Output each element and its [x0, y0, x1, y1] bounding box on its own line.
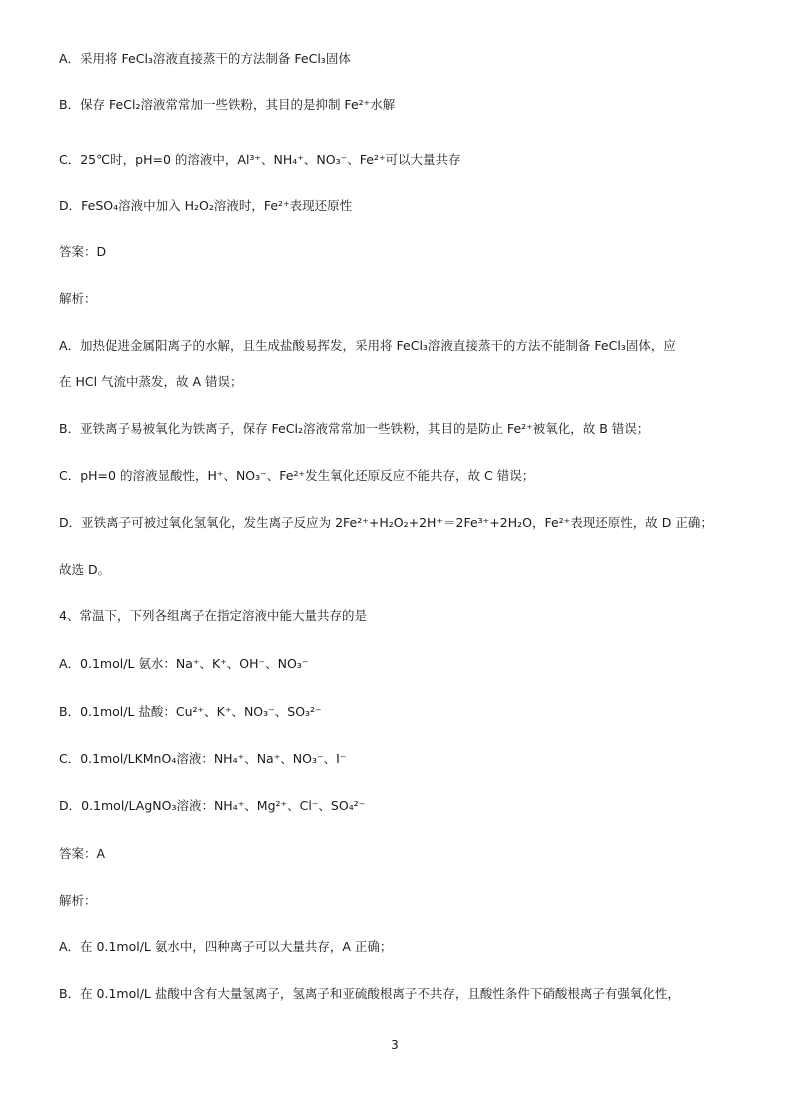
question-4-analysis-b: B．在 0.1mol/L 盐酸中含有大量氢离子，氢离子和亚硫酸根离子不共存，且酸性条件下硝酸根离子有强氧化性，	[59, 986, 680, 1001]
question-4-option-a: A．0.1mol/L 氨水：Na⁺、K⁺、OH⁻、NO₃⁻	[59, 656, 309, 671]
analysis-a-line-2: 在 HCl 气流中蒸发，故 A 错误；	[59, 374, 243, 389]
analysis-b-line: B．亚铁离子易被氧化为铁离子，保存 FeCl₂溶液常常加一些铁粉，其目的是防止 Fe²⁺被氧化，故 B 错误；	[59, 421, 650, 436]
question-4-analysis-heading: 解析：	[59, 893, 97, 908]
analysis-c-line: C．pH=0 的溶液显酸性，H⁺、NO₃⁻、Fe²⁺发生氧化还原反应不能共存，故 C 错误；	[59, 468, 535, 483]
analysis-heading: 解析：	[59, 291, 97, 306]
option-b-line: B．保存 FeCl₂溶液常常加一些铁粉，其目的是抑制 Fe²⁺水解	[59, 97, 396, 112]
answer-line: 答案：D	[59, 244, 107, 259]
question-4-analysis-a: A．在 0.1mol/L 氨水中，四种离子可以大量共存，A 正确；	[59, 939, 393, 954]
question-4-stem: 4、常温下，下列各组离子在指定溶液中能大量共存的是	[59, 608, 367, 623]
conclusion-line: 故选 D。	[59, 562, 111, 577]
analysis-a-line-1: A．加热促进金属阳离子的水解，且生成盐酸易挥发，采用将 FeCl₃溶液直接蒸干的方法不能制备 FeCl₃固体，应	[59, 338, 676, 353]
question-4-option-b: B．0.1mol/L 盐酸：Cu²⁺、K⁺、NO₃⁻、SO₃²⁻	[59, 704, 322, 719]
page-number: 3	[391, 1038, 399, 1052]
question-4-option-d: D．0.1mol/LAgNO₃溶液：NH₄⁺、Mg²⁺、Cl⁻、SO₄²⁻	[59, 798, 366, 813]
option-d-line: D．FeSO₄溶液中加入 H₂O₂溶液时，Fe²⁺表现还原性	[59, 198, 353, 213]
option-a-line: A．采用将 FeCl₃溶液直接蒸干的方法制备 FeCl₃固体	[59, 51, 351, 66]
question-4-answer: 答案：A	[59, 846, 106, 861]
option-c-line: C．25℃时，pH=0 的溶液中，Al³⁺、NH₄⁺、NO₃⁻、Fe²⁺可以大量共存	[59, 152, 461, 167]
question-4-option-c: C．0.1mol/LKMnO₄溶液：NH₄⁺、Na⁺、NO₃⁻、I⁻	[59, 751, 347, 766]
analysis-d-line: D．亚铁离子可被过氧化氢氧化，发生离子反应为 2Fe²⁺+H₂O₂+2H⁺＝2Fe³⁺+2H₂O，Fe²⁺表现还原性，故 D 正确；	[59, 515, 713, 530]
